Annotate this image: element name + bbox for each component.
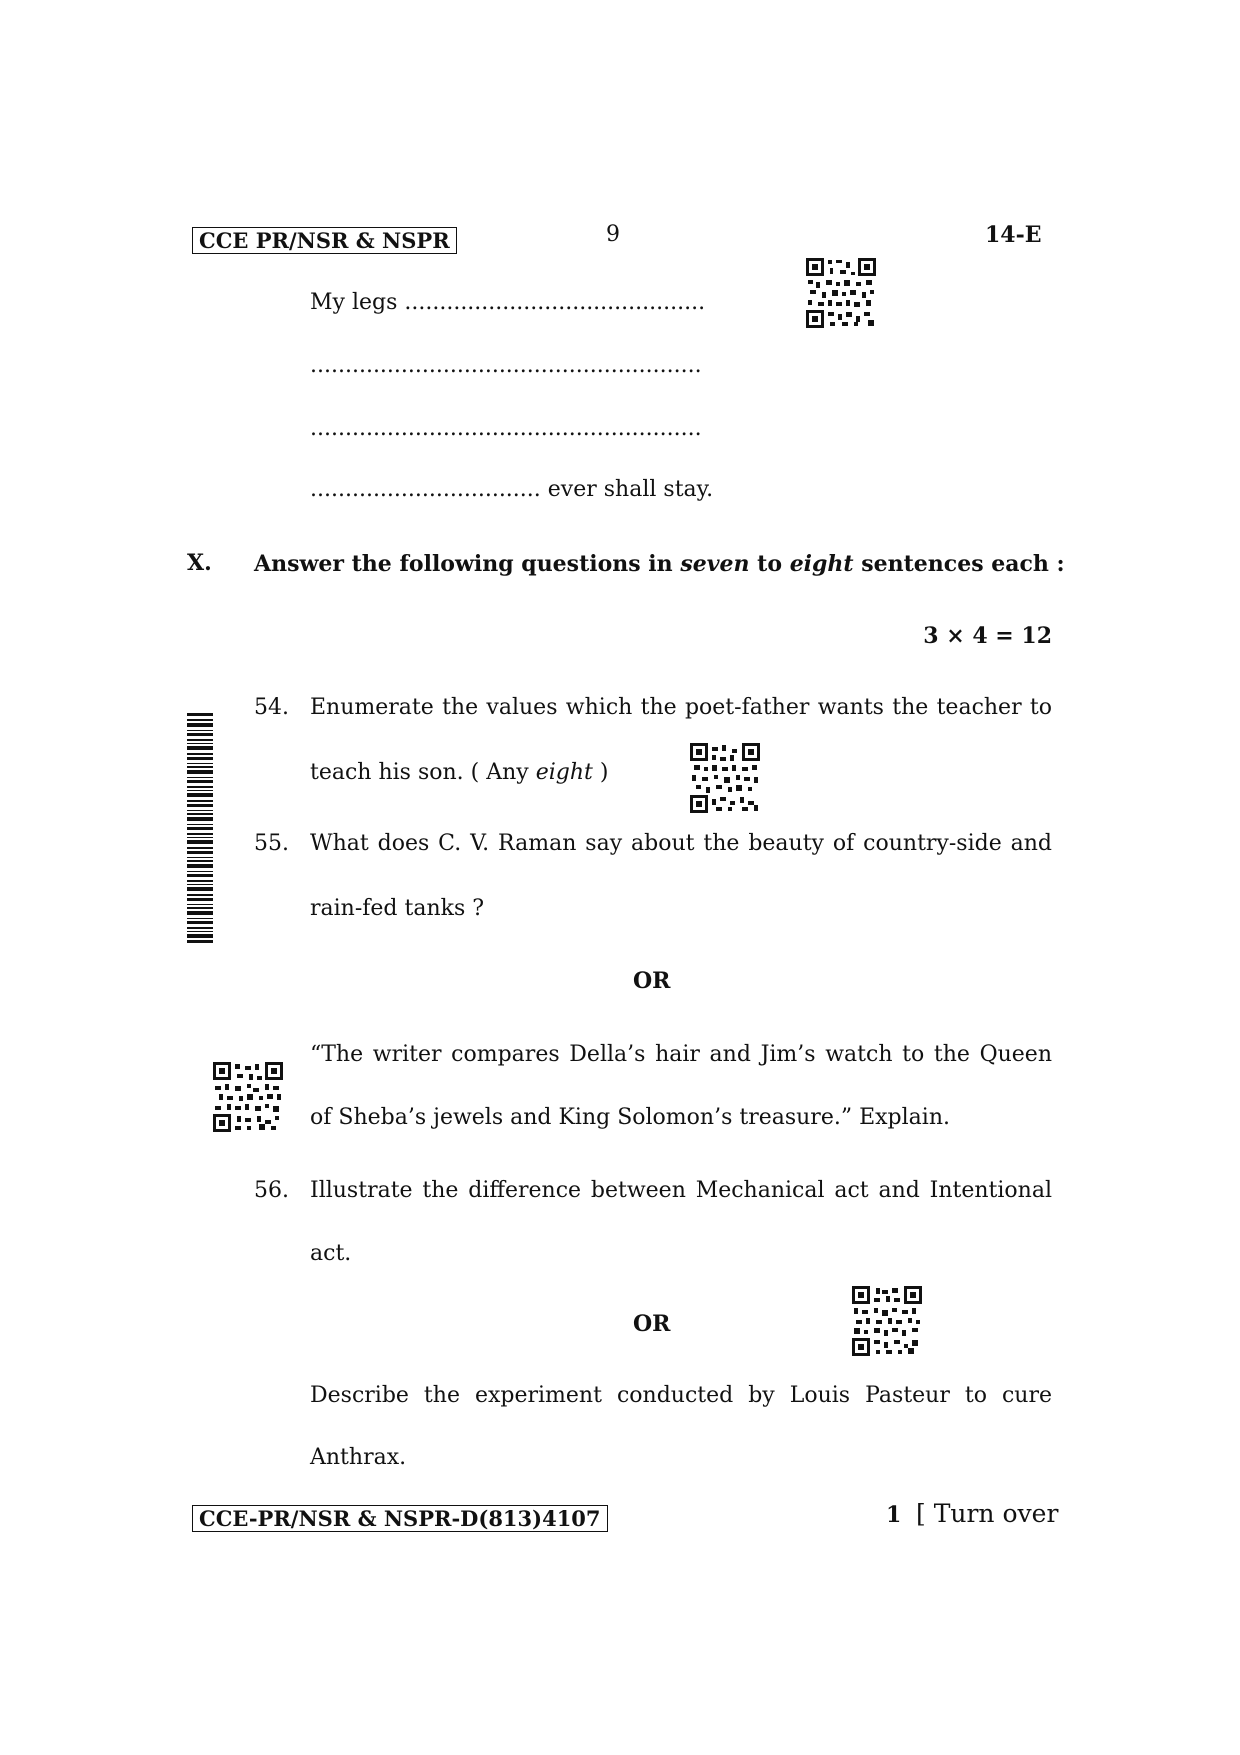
instruction-emphasis: seven xyxy=(680,551,750,577)
turn-over-label: [ Turn over xyxy=(916,1499,1059,1528)
paper-id-box xyxy=(192,1505,608,1532)
or-divider: OR xyxy=(633,1311,671,1337)
question-56-alt-line-1: Describe the experiment conducted by Louis Pasteur to cure xyxy=(310,1383,1052,1408)
page-number: 9 xyxy=(606,222,620,247)
question-number: 55. xyxy=(254,831,289,856)
question-54-line-1: Enumerate the values which the poet-father wants the teacher to xyxy=(310,695,1052,720)
sheet-number: 1 xyxy=(886,1502,902,1528)
instruction-text: sentences each : xyxy=(861,551,1065,577)
q54-text: teach his son. ( Any xyxy=(310,760,529,785)
qr-code-icon xyxy=(806,258,876,328)
q54-emphasis: eight xyxy=(535,760,593,785)
question-56-alt-line-2: Anthrax. xyxy=(310,1445,407,1470)
series-code: CCE PR/NSR & NSPR xyxy=(199,228,450,253)
question-55-alt-line-2: of Sheba’s jewels and King Solomon’s treasure.” Explain. xyxy=(310,1105,950,1130)
section-instruction xyxy=(254,550,1065,578)
poem-line-3: ........................................................ xyxy=(310,416,702,441)
poem-line-1: My legs ........................................... xyxy=(310,290,706,315)
series-code-box xyxy=(192,227,457,254)
or-divider: OR xyxy=(633,968,671,994)
question-55-line-1: What does C. V. Raman say about the beauty of country-side and xyxy=(310,831,1052,856)
poem-line-4-text: ever shall stay. xyxy=(547,477,714,502)
section-label: X. xyxy=(187,550,212,576)
paper-id: CCE-PR/NSR & NSPR-D(813)4107 xyxy=(199,1506,601,1531)
q54-text: ) xyxy=(599,760,609,785)
poem-line-2: ........................................................ xyxy=(310,353,702,378)
section-marks: 3 × 4 = 12 xyxy=(923,623,1052,649)
poem-line-4-dots: ................................. xyxy=(310,477,541,502)
question-54-line-2 xyxy=(310,759,608,787)
qr-code-icon xyxy=(690,743,760,813)
instruction-text: to xyxy=(757,551,783,577)
paper-code: 14-E xyxy=(985,222,1042,248)
qr-code-icon xyxy=(213,1062,283,1132)
barcode-icon xyxy=(187,713,213,943)
question-55-line-2: rain-fed tanks ? xyxy=(310,896,485,921)
poem-line-4 xyxy=(310,476,713,504)
question-number: 54. xyxy=(254,695,289,720)
question-56-line-1: Illustrate the difference between Mechanical act and Intentional xyxy=(310,1178,1052,1203)
question-55-alt-line-1: “The writer compares Della’s hair and Jim’s watch to the Queen xyxy=(310,1042,1052,1067)
qr-code-icon xyxy=(852,1286,922,1356)
instruction-text: Answer the following questions in xyxy=(254,551,673,577)
question-56-line-2: act. xyxy=(310,1241,352,1266)
question-number: 56. xyxy=(254,1178,289,1203)
instruction-emphasis: eight xyxy=(789,551,854,577)
